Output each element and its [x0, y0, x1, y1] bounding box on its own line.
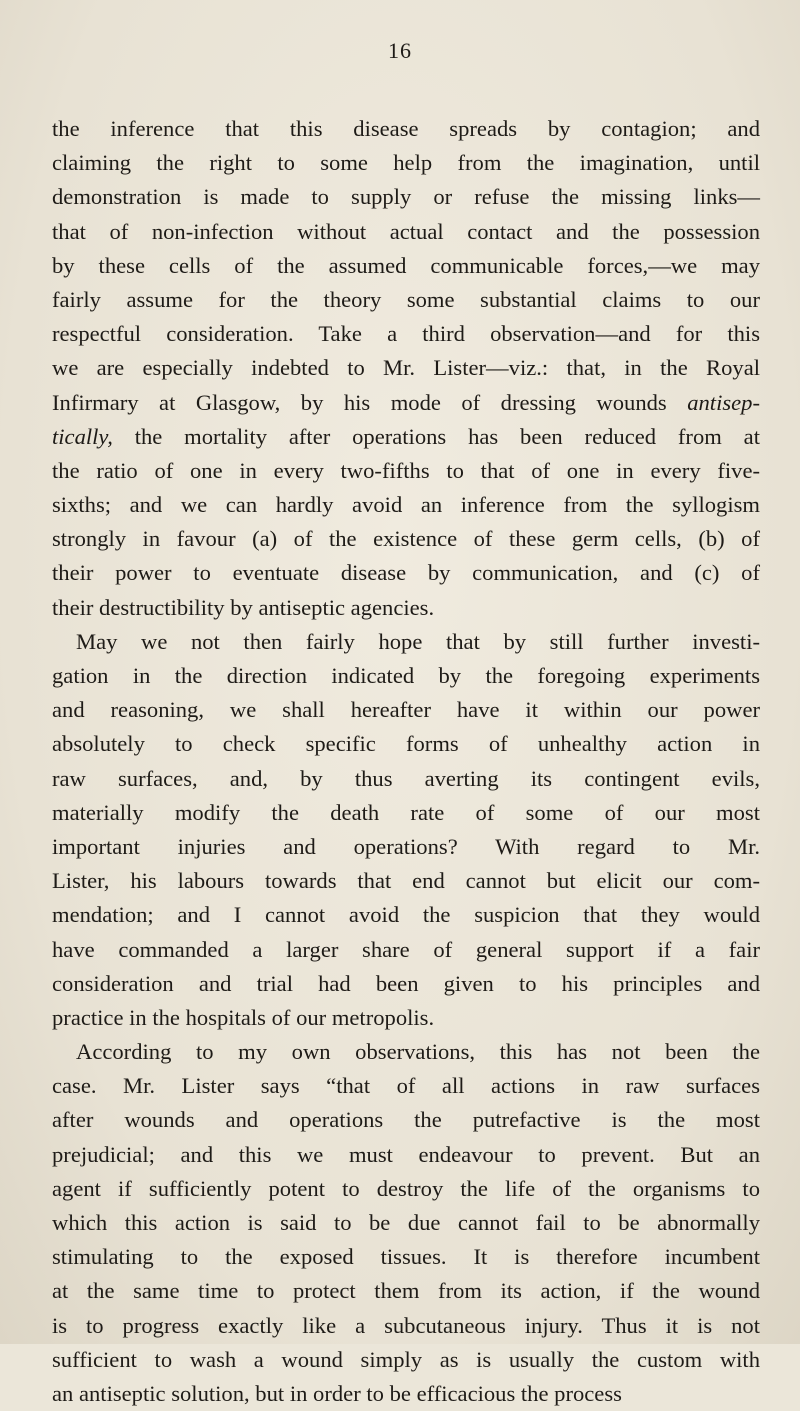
- text-line: at the same time to protect them from its action, if the wound: [52, 1278, 760, 1304]
- text-line: their power to eventuate disease by communication, and (c) of: [52, 560, 760, 586]
- paragraph: [52, 112, 760, 625]
- text-line: gation in the direction indicated by the foregoing experiments: [52, 663, 760, 688]
- text-line: the inference that this disease spreads by contagion; and: [52, 116, 760, 141]
- text-line: case. Mr. Lister says “that of all actions in raw surfaces: [52, 1073, 760, 1099]
- text-line: that of non-infection without actual contact and the possession: [52, 218, 760, 244]
- text-line: demonstration is made to supply or refuse the missing links—: [52, 184, 760, 210]
- text-line: practice in the hospitals of our metropolis.: [52, 1004, 435, 1030]
- text-line: after wounds and operations the putrefactive is the most: [52, 1107, 760, 1133]
- text-line: an antiseptic solution, but in order to be efficacious the process: [52, 1380, 622, 1406]
- text-line: sufficient to wash a wound simply as is usually the custom with: [52, 1346, 760, 1372]
- text-line: we are especially indebted to Mr. Lister—viz.: that, in the Royal: [52, 355, 760, 381]
- text-line: stimulating to the exposed tissues. It is therefore incumbent: [52, 1244, 760, 1270]
- text-line: sixths; and we can hardly avoid an inference from the syllogism: [52, 492, 760, 518]
- text-line: tically, the mortality after operations has been reduced from at: [52, 423, 760, 449]
- text-line: May we not then fairly hope that by still further investi-: [76, 628, 760, 654]
- page-number: 16: [388, 38, 412, 63]
- text-line: agent if sufficiently potent to destroy the life of the organisms to: [52, 1175, 760, 1201]
- text-line: by these cells of the assumed communicable forces,—we may: [52, 252, 760, 278]
- text-line: claiming the right to some help from the imagination, until: [52, 150, 760, 176]
- text-line: mendation; and I cannot avoid the suspicion that they would: [52, 902, 760, 928]
- text-line: prejudicial; and this we must endeavour to prevent. But an: [52, 1141, 760, 1167]
- text-line: consideration and trial had been given to his principles and: [52, 970, 760, 996]
- paragraph: [52, 1035, 760, 1411]
- text-line: According to my own observations, this has not been the: [76, 1039, 760, 1065]
- text-line: which this action is said to be due cannot fail to be abnormally: [52, 1210, 760, 1235]
- text-line: important injuries and operations? With regard to Mr.: [52, 833, 760, 859]
- text-line: raw surfaces, and, by thus averting its contingent evils,: [52, 765, 760, 791]
- text-line: their destructibility by antiseptic agencies.: [52, 594, 435, 620]
- text-line: and reasoning, we shall hereafter have it within our power: [52, 697, 760, 723]
- text-line: have commanded a larger share of general support if a fair: [52, 936, 760, 962]
- text-line: strongly in favour (a) of the existence of these germ cells, (b) of: [52, 526, 760, 552]
- text-line: Infirmary at Glasgow, by his mode of dressing wounds antisep-: [52, 389, 760, 415]
- body-text: [52, 112, 760, 1411]
- text-line: respectful consideration. Take a third observation—and for this: [52, 321, 760, 347]
- text-line: is to progress exactly like a subcutaneous injury. Thus it is not: [52, 1312, 760, 1338]
- paragraph: [52, 625, 760, 1035]
- text-line: the ratio of one in every two-fifths to that of one in every five-: [52, 457, 760, 483]
- text-line: materially modify the death rate of some of our most: [52, 799, 760, 825]
- text-line: fairly assume for the theory some substantial claims to our: [52, 286, 760, 312]
- text-line: absolutely to check specific forms of unhealthy action in: [52, 731, 760, 757]
- text-line: Lister, his labours towards that end cannot but elicit our com-: [52, 868, 760, 894]
